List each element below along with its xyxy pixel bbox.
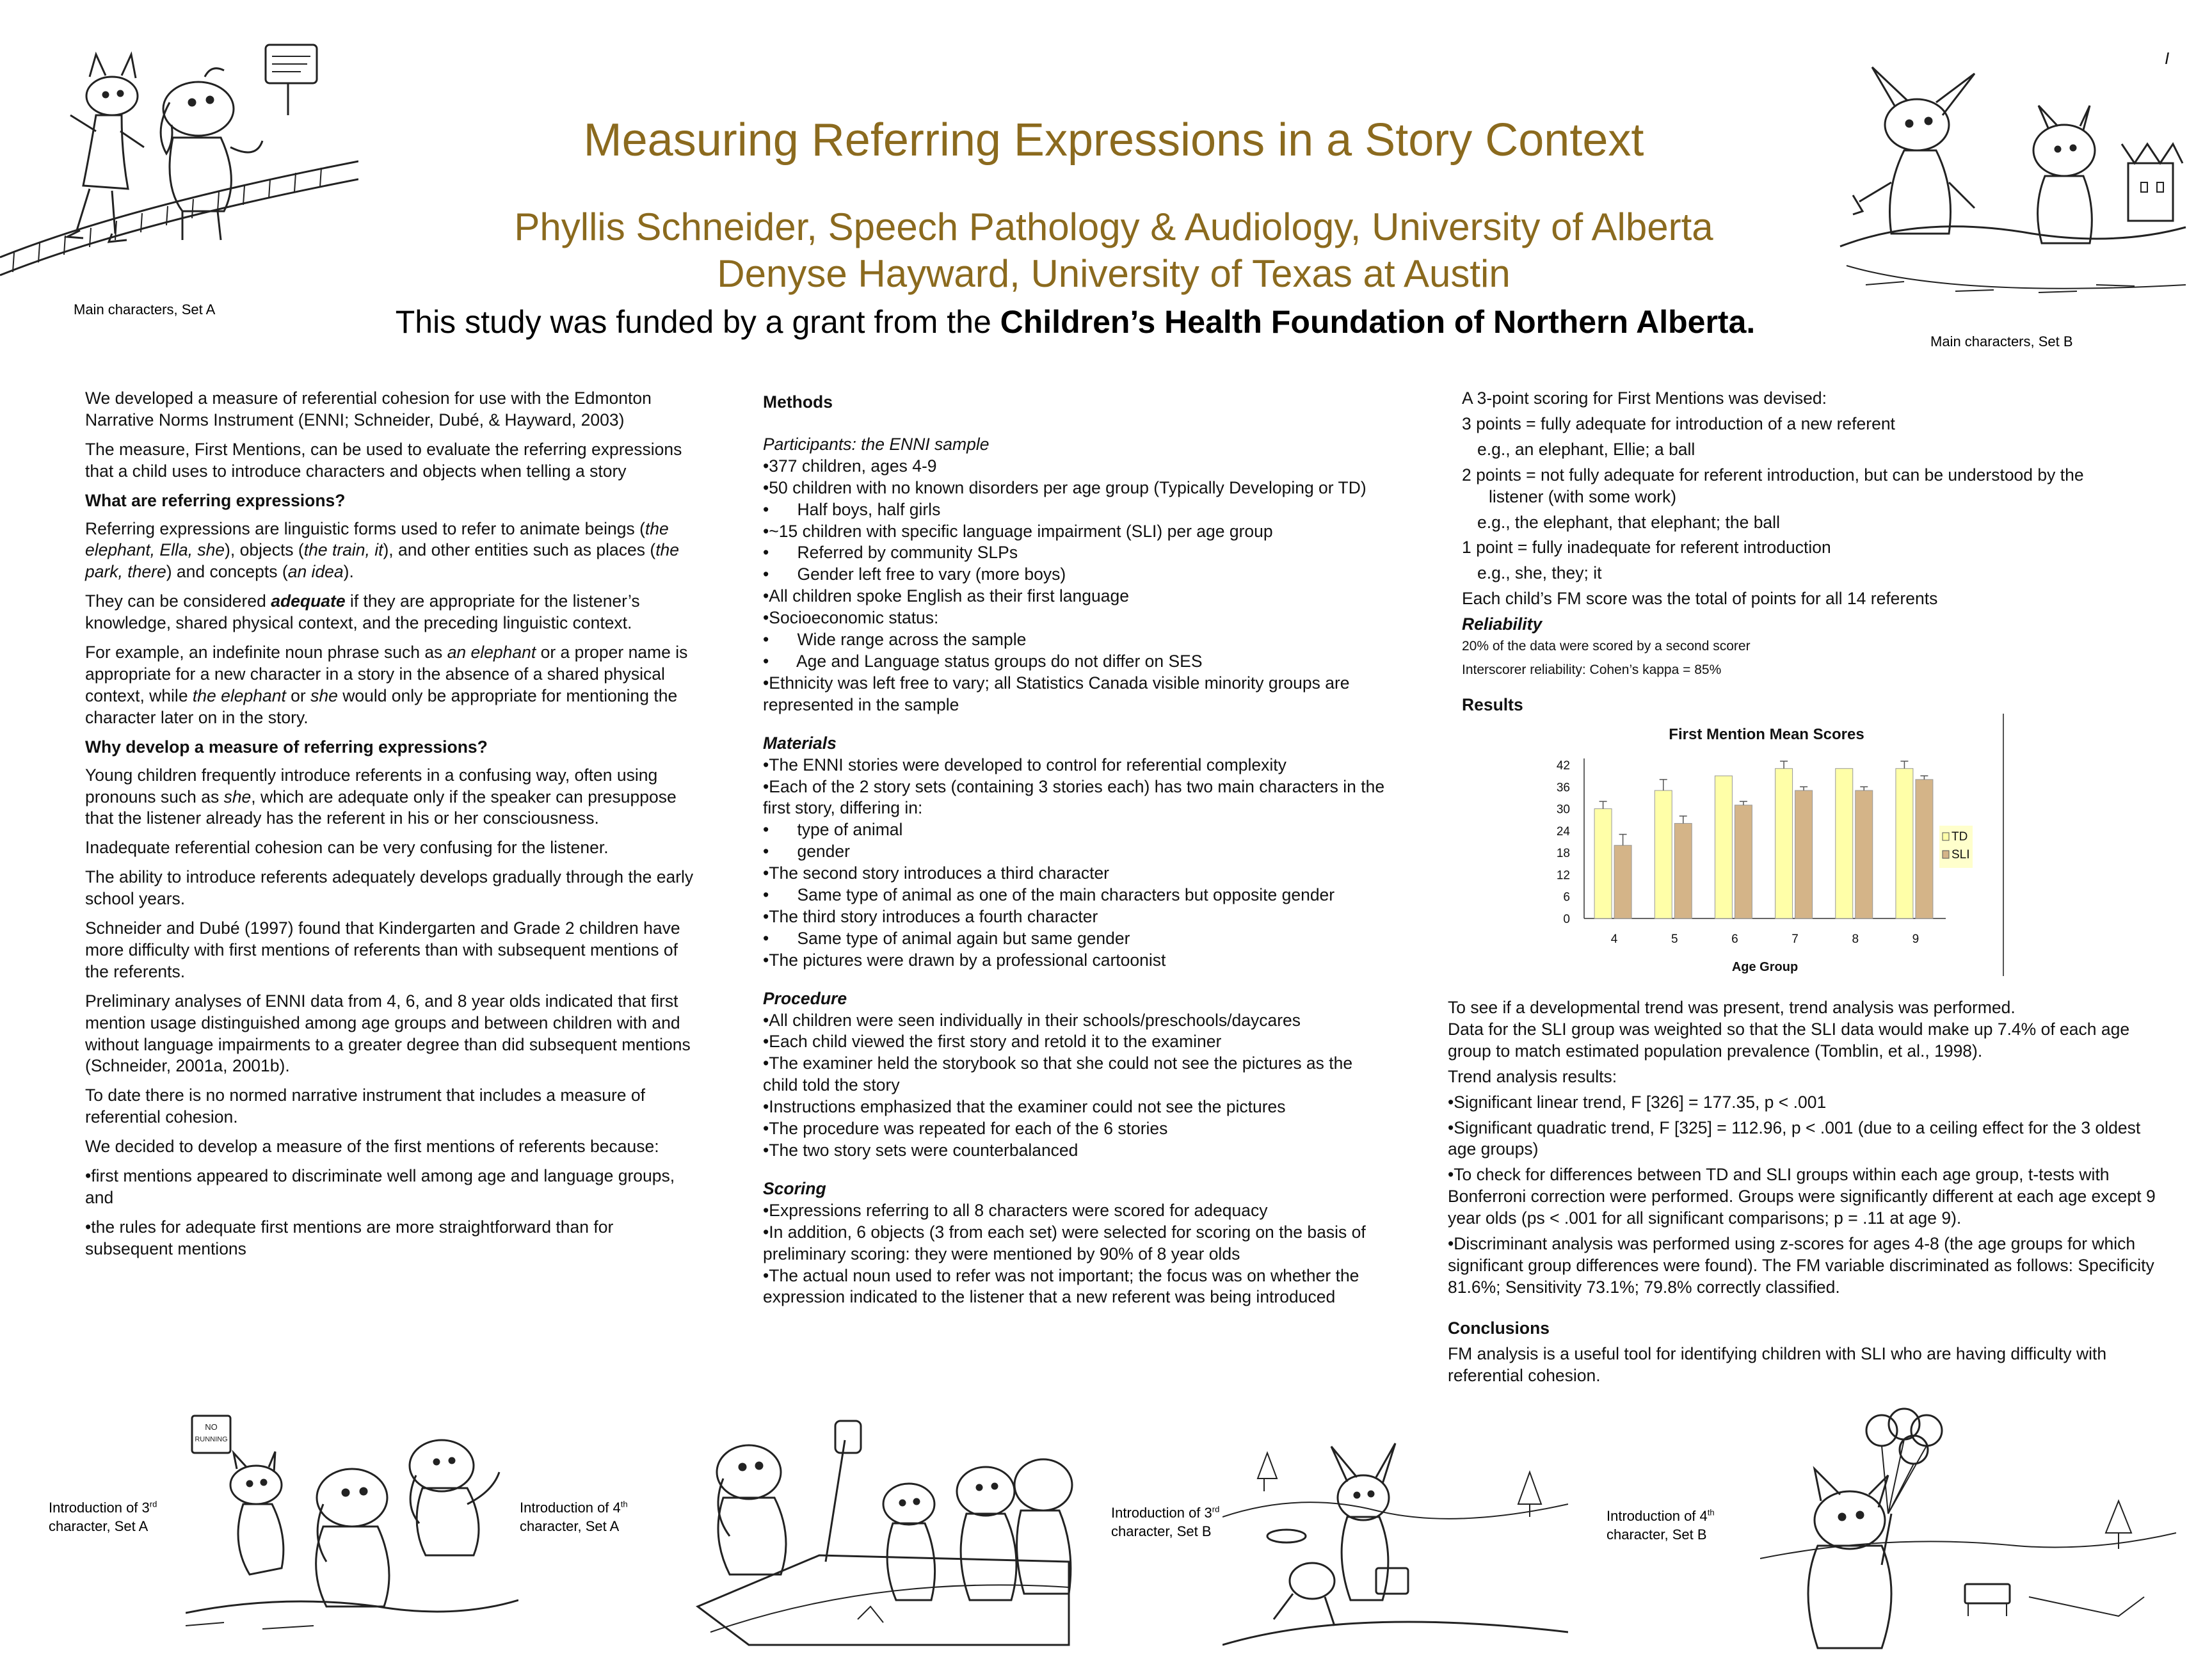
bar-sli-age-9: [1916, 780, 1933, 918]
list-item: •Socioeconomic status:: [763, 608, 939, 628]
list-item: •The examiner held the storybook so that she could not see the pictures as the child told the story: [763, 1054, 1353, 1095]
cartoon-fourth-character-set-a: [685, 1415, 1082, 1651]
x-tick-label: 5: [1671, 933, 1678, 946]
cartoon-third-character-set-a: [186, 1415, 518, 1651]
caption-third-character-set-b: Introduction of 3rd character, Set B: [1111, 1504, 1220, 1539]
list-item: •Each of the 2 story sets (containing 3 stories each) has two main characters in the first story, differing in:: [763, 776, 1385, 818]
list-item: • gender: [763, 842, 850, 862]
heading-conclusions: Conclusions: [1448, 1318, 1550, 1338]
cartoon-third-character-set-b: [1222, 1415, 1568, 1651]
heading-methods: Methods: [763, 392, 833, 412]
poster-title: Measuring Referring Expressions in a Story Context: [583, 115, 1644, 166]
funding-line: [256, 303, 1895, 341]
scoring-line: A 3-point scoring for First Mentions was devised:: [1462, 389, 1827, 408]
intro-paragraph-14: •the rules for adequate first mentions are more straightforward than for subsequent mentions: [85, 1217, 614, 1258]
heading-results: Results: [1462, 694, 1523, 714]
list-item: •Expressions referring to all 8 characters were scored for adequacy: [763, 1200, 1268, 1220]
x-tick-label: 7: [1791, 933, 1799, 946]
column-scoring-results: [1462, 388, 2108, 720]
intro-paragraph-5: For example, an indefinite noun phrase such as an elephant or a proper name is appropriate for a new character in a story in the absence of a shared physical context, while the elephant or she would only be appropriate for mentioning the character later on in the story.: [85, 643, 688, 727]
author-1: Phyllis Schneider, Speech Pathology & Audiology, University of Alberta: [514, 205, 1713, 248]
bar-td-age-8: [1836, 769, 1853, 918]
cartoon-main-set-a: [0, 19, 358, 288]
trend-line: •Discriminant analysis was performed using z-scores for ages 4-8 (the age groups for which significant group differences were found). The FM variable discriminated as follows: Specificity 81.6%; Sensitivity 73.1%; 79.8% correctly classified.: [1448, 1234, 2154, 1297]
bar-td-age-7: [1775, 769, 1793, 918]
legend-label-sli: SLI: [1952, 848, 1970, 862]
list-materials: [763, 755, 1390, 972]
conclusions-text: FM analysis is a useful tool for identifying children with SLI who are having difficulty with referential cohesion.: [1448, 1343, 2107, 1385]
x-tick-label: 8: [1852, 933, 1859, 946]
y-tick-label: 18: [1556, 847, 1570, 861]
y-tick-label: 36: [1556, 781, 1570, 795]
trend-line: •Significant linear trend, F [326] = 177.35, p < .001: [1448, 1092, 1827, 1112]
list-scoring: [763, 1200, 1390, 1309]
list-item: •All children were seen individually in their schools/preschools/daycares: [763, 1010, 1301, 1030]
heading-scoring: Scoring: [763, 1178, 826, 1198]
list-item: •~15 children with specific language impairment (SLI) per age group: [763, 521, 1273, 541]
x-tick-label: 6: [1731, 933, 1738, 946]
heading-reliability: Reliability: [1462, 614, 1543, 634]
reliability-line: Interscorer reliability: Cohen’s kappa = 85%: [1462, 662, 1722, 677]
chart-first-mention-mean-scores: [1523, 714, 2016, 982]
column-methods: [763, 388, 1390, 1308]
column-trend-conclusions: [1448, 997, 2157, 1391]
list-item: •All children spoke English as their first language: [763, 586, 1129, 606]
author-2: Denyse Hayward, University of Texas at Austin: [717, 252, 1511, 296]
bar-td-age-6: [1715, 776, 1732, 918]
list-item: •The pictures were drawn by a professional cartoonist: [763, 950, 1166, 970]
x-tick-label: 4: [1610, 933, 1618, 946]
intro-paragraph-7: Inadequate referential cohesion can be very confusing for the listener.: [85, 838, 609, 858]
list-item: •The procedure was repeated for each of the 6 stories: [763, 1119, 1168, 1139]
list-item: •Ethnicity was left free to vary; all Statistics Canada visible minority groups are represented in the sample: [763, 673, 1350, 714]
list-item: •50 children with no known disorders per age group (Typically Developing or TD): [763, 477, 1366, 497]
heading-what-are-referring-expressions: What are referring expressions?: [85, 490, 346, 510]
list-item: •The third story introduces a fourth character: [763, 906, 1098, 926]
scoring-example: e.g., an elephant, Ellie; a ball: [1477, 439, 1695, 459]
heading-participants: Participants: the ENNI sample: [763, 434, 990, 454]
list-item: • Same type of animal as one of the main characters but opposite gender: [763, 885, 1335, 905]
list-item: • Wide range across the sample: [763, 630, 1027, 650]
trend-line: To see if a developmental trend was present, trend analysis was performed.: [1448, 998, 2016, 1017]
corner-mark: I: [2165, 49, 2170, 68]
caption-fourth-character-set-a: Introduction of 4th character, Set A: [520, 1499, 628, 1534]
intro-paragraph-1: We developed a measure of referential cohesion for use with the Edmonton Narrative Norms Instrument (ENNI; Schneider, Dubé, & Hayward, 2003): [85, 389, 652, 429]
list-item: •The two story sets were counterbalanced: [763, 1141, 1078, 1160]
bar-sli-age-6: [1735, 805, 1752, 918]
legend-label-td: TD: [1952, 830, 1968, 844]
trend-line: •To check for differences between TD and SLI groups within each age group, t-tests with Bonferroni correction were performed. Groups were significantly different at each age except 9 year olds (ps < .001 for all significant comparisons; p = .11 at age 9).: [1448, 1165, 2156, 1228]
list-item: • Gender left free to vary (more boys): [763, 565, 1066, 584]
caption-main-set-a: Main characters, Set A: [74, 301, 216, 317]
cartoon-main-set-b: [1827, 54, 2199, 317]
bar-td-age-5: [1655, 790, 1672, 918]
bar-sli-age-5: [1674, 823, 1692, 918]
y-tick-label: 0: [1563, 913, 1570, 926]
intro-paragraph-9: Schneider and Dubé (1997) found that Kindergarten and Grade 2 children have more difficulty with first mentions of referents than with subsequent mentions of the referents.: [85, 918, 680, 981]
intro-paragraph-8: The ability to introduce referents adequately develops gradually through the early school years.: [85, 867, 694, 909]
list-item: •The ENNI stories were developed to control for referential complexity: [763, 755, 1286, 774]
caption-main-set-b: Main characters, Set B: [1930, 333, 2073, 349]
cartoon-fourth-character-set-b: [1760, 1405, 2176, 1655]
bar-sli-age-8: [1855, 790, 1873, 918]
list-item: • Referred by community SLPs: [763, 543, 1018, 563]
list-item: •The actual noun used to refer was not important; the focus was on whether the expression indicated to the listener that a new referent was being introduced: [763, 1265, 1359, 1307]
list-item: • Half boys, half girls: [763, 499, 941, 519]
heading-procedure: Procedure: [763, 988, 847, 1008]
list-item: •Instructions emphasized that the examiner could not see the pictures: [763, 1097, 1286, 1117]
y-tick-label: 24: [1556, 824, 1570, 838]
scoring-line: Each child’s FM score was the total of points for all 14 referents: [1462, 589, 1938, 609]
scoring-example: e.g., the elephant, that elephant; the ball: [1477, 512, 1780, 532]
list-item: • type of animal: [763, 820, 903, 840]
trend-line: Trend analysis results:: [1448, 1066, 1617, 1086]
intro-paragraph-4: They can be considered adequate if they are appropriate for the listener’s knowledge, shared physical context, and the preceding linguistic context.: [85, 591, 640, 633]
bar-td-age-9: [1896, 769, 1913, 918]
caption-fourth-character-set-b: Introduction of 4th character, Set B: [1607, 1507, 1715, 1543]
legend-swatch-td: [1943, 833, 1949, 840]
intro-paragraph-13: •first mentions appeared to discriminate well among age and language groups, and: [85, 1166, 675, 1207]
intro-paragraph-2: The measure, First Mentions, can be used to evaluate the referring expressions that a child uses to introduce characters and objects when telling a story: [85, 439, 682, 481]
list-item: •The second story introduces a third character: [763, 863, 1110, 883]
trend-line: •Significant quadratic trend, F [325] = 112.96, p < .001 (due to a ceiling effect for the 3 oldest age groups): [1448, 1118, 2141, 1159]
sign-text-line-1: NO: [205, 1422, 218, 1432]
chart-title: First Mention Mean Scores: [1669, 726, 1864, 743]
bar-td-age-4: [1594, 809, 1612, 918]
legend-swatch-sli: [1943, 851, 1949, 858]
scoring-example: e.g., she, they; it: [1477, 563, 1602, 583]
chart-x-label: Age Group: [1731, 960, 1799, 974]
list-item: •Each child viewed the first story and retold it to the examiner: [763, 1032, 1222, 1052]
list-item: •377 children, ages 4-9: [763, 456, 937, 476]
heading-materials: Materials: [763, 733, 837, 753]
list-procedure: [763, 1010, 1390, 1162]
bar-sli-age-7: [1795, 790, 1813, 918]
sign-text-line-2: RUNNING: [195, 1436, 228, 1443]
scoring-line: 1 point = fully inadequate for referent introduction: [1462, 538, 1831, 557]
list-participants: [763, 456, 1390, 716]
caption-third-character-set-a: Introduction of 3rd character, Set A: [49, 1499, 157, 1534]
list-item: •In addition, 6 objects (3 from each set) were selected for scoring on the basis of preliminary scoring: they were mentioned by 90% of 8 year olds: [763, 1222, 1366, 1263]
trend-line: Data for the SLI group was weighted so that the SLI data would make up 7.4% of each age group to match estimated population prevalence (Tomblin, et al., 1998).: [1448, 1019, 2130, 1061]
y-tick-label: 42: [1556, 759, 1570, 773]
heading-why-develop: Why develop a measure of referring expressions?: [85, 737, 488, 757]
intro-paragraph-6: Young children frequently introduce referents in a confusing way, often using pronouns such as she, which are adequate only if the speaker can presuppose that the listener already has the referent in his or her consciousness.: [85, 765, 677, 828]
intro-paragraph-10: Preliminary analyses of ENNI data from 4, 6, and 8 year olds indicated that first mention usage distinguished among age groups and between children with and without language impairments to a greater degree than did subsequent mentions (Schneider, 2001a, 2001b).: [85, 991, 691, 1076]
column-introduction: [85, 388, 694, 1268]
intro-paragraph-12: We decided to develop a measure of the first mentions of referents because:: [85, 1137, 659, 1157]
scoring-line: 2 points = not fully adequate for referent introduction, but can be understood by the listener (with some work): [1462, 465, 2084, 506]
scoring-line: 3 points = fully adequate for introduction of a new referent: [1462, 413, 1895, 433]
bar-sli-age-4: [1614, 846, 1631, 918]
intro-paragraph-3: Referring expressions are linguistic forms used to refer to animate beings (the elephant, Ella, she), objects (the train, it), and other entities such as places (the park, there) and concepts (an idea).: [85, 518, 680, 582]
y-tick-label: 30: [1556, 803, 1570, 817]
reliability-line: 20% of the data were scored by a second scorer: [1462, 639, 1751, 654]
list-item: • Age and Language status groups do not differ on SES: [763, 651, 1203, 671]
authors: [358, 204, 1869, 297]
x-tick-label: 9: [1912, 933, 1919, 946]
y-tick-label: 12: [1556, 869, 1570, 883]
list-item: • Same type of animal again but same gender: [763, 928, 1130, 948]
funding-prefix: This study was funded by a grant from the: [395, 304, 1000, 340]
intro-paragraph-11: To date there is no normed narrative instrument that includes a measure of referential cohesion.: [85, 1086, 645, 1127]
funding-org: Children’s Health Foundation of Northern Alberta.: [1000, 304, 1756, 340]
y-tick-label: 6: [1563, 890, 1570, 904]
